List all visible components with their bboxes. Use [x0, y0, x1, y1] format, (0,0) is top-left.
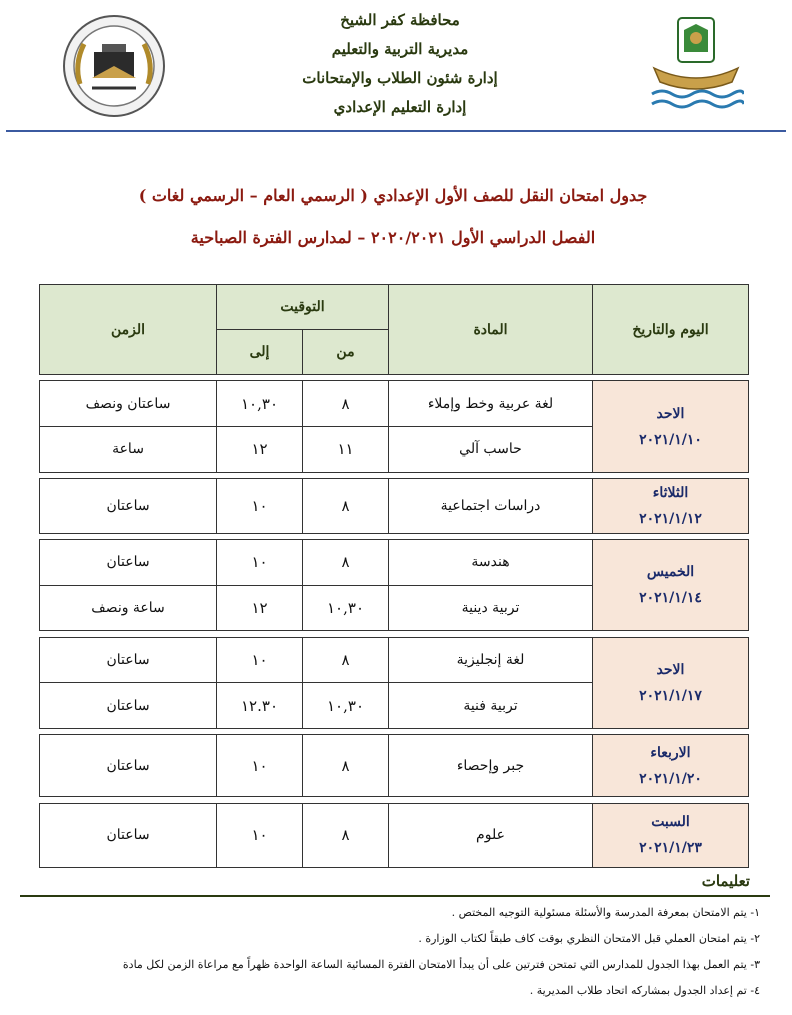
- header-divider: [6, 130, 786, 132]
- from-cell: ١١: [303, 427, 389, 473]
- duration-cell: ساعتان: [40, 478, 217, 533]
- to-cell: ١٠: [217, 803, 303, 867]
- instruction-item: ٤- تم إعداد الجدول بمشاركه اتحاد طلاب المديرية .: [529, 984, 760, 997]
- instruction-item: ١- يتم الامتحان بمعرفة المدرسة والأسئلة مسئولية التوجيه المختص .: [451, 906, 760, 919]
- header-text-block: [230, 6, 570, 122]
- day-cell: السبت ٢٠٢١/١/٢٣: [593, 803, 749, 867]
- table-row: [40, 381, 749, 427]
- header-line-affairs: إدارة شئون الطلاب والإمتحانات: [302, 69, 498, 87]
- day-cell: الثلاثاء ٢٠٢١/١/١٢: [593, 478, 749, 533]
- table-row: [40, 478, 749, 533]
- header-line-preparatory: إدارة التعليم الإعدادي: [333, 98, 467, 116]
- subject-cell: تربية دينية: [389, 585, 593, 631]
- from-cell: ٨: [303, 381, 389, 427]
- to-cell: ١٠,٣٠: [217, 381, 303, 427]
- to-cell: ١٠: [217, 478, 303, 533]
- instruction-item: ٢- يتم امتحان العملي قبل الامتحان النظري بوقت كاف طبقاً لكتاب الوزارة .: [418, 932, 760, 945]
- from-cell: ٨: [303, 735, 389, 797]
- duration-cell: ساعتان: [40, 803, 217, 867]
- table-row: [40, 540, 749, 586]
- to-cell: ١٢: [217, 585, 303, 631]
- header-line-governorate: محافظة كفر الشيخ: [340, 11, 460, 29]
- subject-cell: لغة عربية وخط وإملاء: [389, 381, 593, 427]
- header-from: من: [303, 329, 389, 375]
- to-cell: ١٠: [217, 540, 303, 586]
- day-cell: الاحد ٢٠٢١/١/١٧: [593, 637, 749, 728]
- duration-cell: ساعتان: [40, 637, 217, 683]
- duration-cell: ساعة: [40, 427, 217, 473]
- instructions-title: تعليمات: [701, 872, 750, 890]
- subject-cell: جبر وإحصاء: [389, 735, 593, 797]
- instruction-item: ٣- يتم العمل بهذا الجدول للمدارس التي تمتحن فترتين على أن يبدأ الامتحان الفترة المسائية الساعة الواحدة ظهراً مع مراعاة الزمن لكل مادة: [122, 958, 760, 971]
- subject-cell: لغة إنجليزية: [389, 637, 593, 683]
- subject-cell: حاسب آلي: [389, 427, 593, 473]
- to-cell: ١٢.٣٠: [217, 683, 303, 729]
- duration-cell: ساعتان: [40, 683, 217, 729]
- header-line-directorate: مديرية التربية والتعليم: [331, 40, 469, 58]
- duration-cell: ساعة ونصف: [40, 585, 217, 631]
- header-to: إلى: [217, 329, 303, 375]
- day-cell: الخميس ٢٠٢١/١/١٤: [593, 540, 749, 631]
- header-timing: التوقيت: [217, 285, 389, 330]
- governorate-emblem-logo: [648, 12, 744, 112]
- to-cell: ١٠: [217, 637, 303, 683]
- from-cell: ١٠,٣٠: [303, 683, 389, 729]
- table-row: [40, 637, 749, 683]
- header-day-date: اليوم والتاريخ: [593, 285, 749, 375]
- duration-cell: ساعتان ونصف: [40, 381, 217, 427]
- from-cell: ٨: [303, 478, 389, 533]
- directorate-seal-logo: [62, 14, 166, 118]
- from-cell: ٨: [303, 637, 389, 683]
- duration-cell: ساعتان: [40, 735, 217, 797]
- subject-cell: دراسات اجتماعية: [389, 478, 593, 533]
- table-row: [40, 803, 749, 867]
- from-cell: ٨: [303, 540, 389, 586]
- document-title: جدول امتحان النقل للصف الأول الإعدادي ( الرسمي العام – الرسمي لغات ): [138, 186, 648, 205]
- exam-schedule-table: [39, 284, 749, 868]
- document-subtitle: الفصل الدراسي الأول ٢٠٢٠/٢٠٢١ – لمدارس الفترة الصباحية: [190, 228, 596, 247]
- day-cell: الاحد ٢٠٢١/١/١٠: [593, 381, 749, 472]
- to-cell: ١٢: [217, 427, 303, 473]
- instructions-list: [30, 900, 760, 1004]
- instructions-divider: [20, 895, 770, 897]
- header-subject: المادة: [389, 285, 593, 375]
- subject-cell: تربية فنية: [389, 683, 593, 729]
- header-duration: الزمن: [40, 285, 217, 375]
- duration-cell: ساعتان: [40, 540, 217, 586]
- to-cell: ١٠: [217, 735, 303, 797]
- table-row: [40, 735, 749, 797]
- from-cell: ٨: [303, 803, 389, 867]
- subject-cell: علوم: [389, 803, 593, 867]
- subject-cell: هندسة: [389, 540, 593, 586]
- page-header: [0, 0, 792, 135]
- day-cell: الاربعاء ٢٠٢١/١/٢٠: [593, 735, 749, 797]
- from-cell: ١٠,٣٠: [303, 585, 389, 631]
